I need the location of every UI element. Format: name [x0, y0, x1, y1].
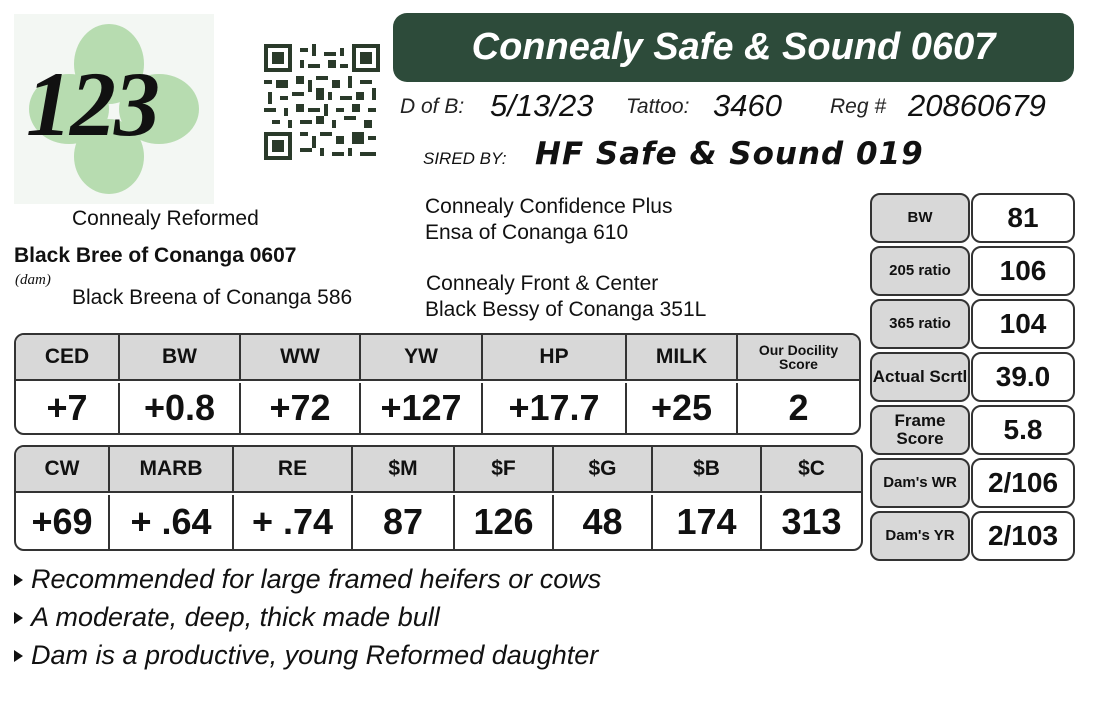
epd-value: +72: [241, 383, 361, 433]
tattoo-value: 3460: [713, 88, 782, 123]
epd-value-row: [16, 383, 859, 433]
epd-header: $B: [653, 447, 762, 491]
lot-number: 123: [26, 53, 158, 155]
epd-value: + .64: [110, 495, 234, 549]
note-text: A moderate, deep, thick made bull: [31, 602, 440, 632]
epd-value: 2: [788, 387, 809, 428]
stat-value: 5.8: [971, 405, 1075, 455]
epd-table-carcass: [14, 445, 863, 551]
reg-value: 20860679: [908, 88, 1046, 123]
sired-by-label: SIRED BY:: [423, 149, 507, 168]
stat-row: [870, 193, 1075, 243]
dam-sire: Connealy Reformed: [72, 207, 259, 230]
dam-tag: (dam): [15, 272, 51, 288]
stat-label: Dam's YR: [870, 511, 970, 561]
dob-value: 5/13/23: [490, 88, 594, 123]
note-item: [14, 602, 440, 633]
stat-label: BW: [870, 193, 970, 243]
epd-header: WW: [241, 335, 361, 379]
epd-header: Our Docility Score: [758, 342, 839, 372]
epd-header: MARB: [110, 447, 234, 491]
epd-value: 313: [781, 501, 842, 542]
dob-label: D of B:: [400, 95, 465, 118]
stat-value: 2/103: [971, 511, 1075, 561]
dam-name: Black Bree of Conanga 0607: [14, 244, 297, 267]
stat-value: 2/106: [971, 458, 1075, 508]
epd-header: $F: [455, 447, 554, 491]
epd-value: 87: [353, 495, 455, 549]
epd-header: $M: [353, 447, 455, 491]
stat-value: 39.0: [971, 352, 1075, 402]
note-text: Dam is a productive, young Reformed daughter: [31, 640, 599, 670]
shamrock-logo: [14, 14, 214, 204]
epd-header-row: [16, 335, 859, 381]
epd-value: +17.7: [483, 383, 627, 433]
qr-code-icon: [264, 44, 380, 160]
note-text: Recommended for large framed heifers or cows: [31, 564, 602, 594]
sire-name: HF Safe & Sound 019: [535, 136, 924, 172]
epd-value: +0.8: [120, 383, 241, 433]
stat-value: 81: [971, 193, 1075, 243]
stat-value: 104: [971, 299, 1075, 349]
epd-header: RE: [234, 447, 353, 491]
epd-header: CW: [16, 447, 110, 491]
epd-value: 174: [653, 495, 762, 549]
epd-value: 48: [554, 495, 653, 549]
epd-value: +25: [627, 383, 738, 433]
reg-label: Reg #: [830, 95, 887, 118]
epd-header: CED: [16, 335, 120, 379]
sire-dam: Ensa of Conanga 610: [425, 221, 629, 244]
epd-value: +127: [361, 383, 483, 433]
title-banner: [393, 13, 1074, 82]
epd-value: 126: [455, 495, 554, 549]
epd-header: MILK: [627, 335, 738, 379]
epd-value: +69: [16, 495, 110, 549]
epd-header-row: [16, 447, 861, 493]
stat-value: 106: [971, 246, 1075, 296]
bullet-triangle-icon: [14, 612, 23, 624]
stat-label: Actual Scrtl: [870, 352, 970, 402]
dam-dam: Black Breena of Conanga 586: [72, 286, 353, 309]
dam-sire-sire: Connealy Front & Center: [426, 272, 659, 295]
stat-row: [870, 405, 1075, 455]
stat-row: [870, 458, 1075, 508]
stat-row: [870, 511, 1075, 561]
tattoo-label: Tattoo:: [626, 95, 690, 118]
note-item: [14, 640, 598, 671]
stat-row: [870, 299, 1075, 349]
epd-header: $G: [554, 447, 653, 491]
epd-header: BW: [120, 335, 241, 379]
stat-label: 205 ratio: [870, 246, 970, 296]
epd-table-growth: [14, 333, 861, 435]
stat-row: [870, 352, 1075, 402]
note-item: [14, 564, 601, 595]
epd-header: YW: [361, 335, 483, 379]
epd-value-row: [16, 495, 861, 549]
stat-label: Dam's WR: [870, 458, 970, 508]
epd-header: HP: [483, 335, 627, 379]
dam-sire-dam: Black Bessy of Conanga 351L: [425, 298, 707, 321]
bullet-triangle-icon: [14, 650, 23, 662]
animal-name: Connealy Safe & Sound 0607: [471, 26, 996, 68]
stat-label: 365 ratio: [870, 299, 970, 349]
bullet-triangle-icon: [14, 574, 23, 586]
epd-value: + .74: [234, 495, 353, 549]
stat-row: [870, 246, 1075, 296]
epd-header: $C: [798, 457, 825, 480]
epd-value: +7: [16, 383, 120, 433]
sire-sire: Connealy Confidence Plus: [425, 195, 673, 218]
stat-label: Frame Score: [870, 405, 970, 455]
performance-stats: [870, 193, 1076, 571]
